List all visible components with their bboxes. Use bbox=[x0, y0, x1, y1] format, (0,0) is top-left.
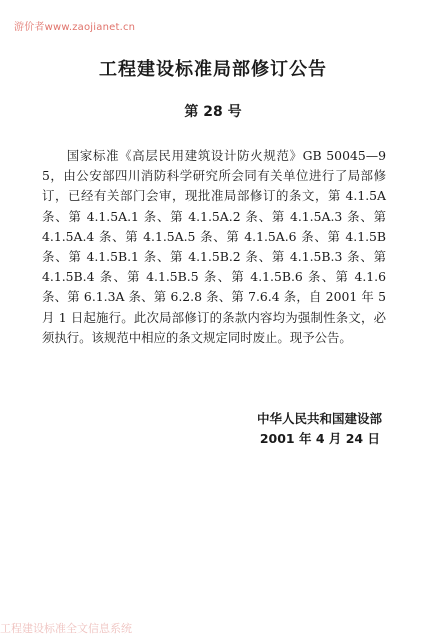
announcement-number: 第 28 号 bbox=[184, 104, 242, 120]
announcement-body: 国家标准《高层民用建筑设计防火规范》GB 50045—95，由公安部四川消防科学研究所会同有关单位进行了局部修订，已经有关部门会审，现批准局部修订的条文，第 4.1.5A 条、第 4.1.5A.1 条、第 4.1.5A.2 条、第 4.1.5A.3 条、第 4.1.5A.4 条、第 4.1.5A.5 条、第 4.1.5A.6 条、第 4.1.5B 条、第 4.1.5B.1 条、第 4.1.5B.2 条、第 4.1.5B.3 条、第 4.1.5B.4 条、第 4.1.5B.5 条、第 4.1.5B.6 条、第 4.1.6 条、第 6.1.3A 条、第 6.2.8 条、第 7.6.4 条，自 2001 年 5 月 1 日起施行。此次局部修订的条款内容均为强制性条文，必须执行。该规范中相应的条文规定同时废止。现予公告。 bbox=[42, 148, 386, 345]
issuing-authority: 中华人民共和国建设部 bbox=[256, 411, 382, 426]
watermark-text: 游价者www.zaojianet.cn bbox=[14, 22, 136, 33]
page-title: 工程建设标准局部修订公告 bbox=[99, 59, 327, 80]
issue-date: 2001 年 4 月 24 日 bbox=[259, 431, 380, 446]
footer-watermark: 工程建设标准全文信息系统 bbox=[0, 622, 132, 635]
